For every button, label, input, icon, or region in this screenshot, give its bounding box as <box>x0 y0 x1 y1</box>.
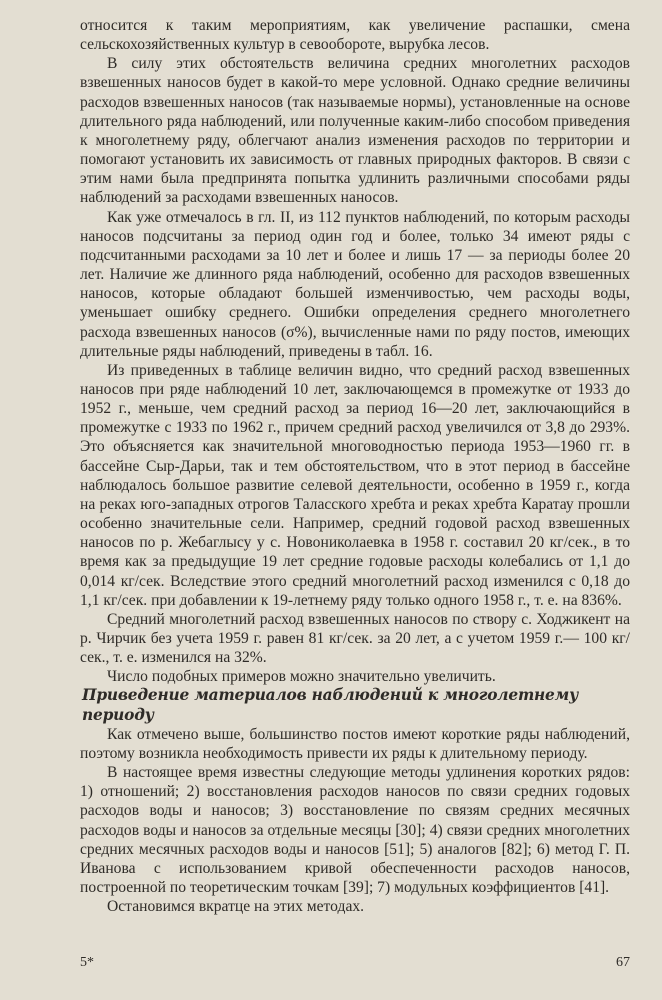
page-number: 67 <box>616 955 630 970</box>
signature-mark: 5* <box>80 955 94 970</box>
paragraph: относится к таким мероприятиям, как увеличение распашки, смена сельскохозяйственных культур в севообороте, вырубка лесов. <box>80 17 630 54</box>
paragraph: Число подобных примеров можно значительно увеличить. <box>107 668 496 686</box>
paragraph: Как отмечено выше, большинство постов имеют короткие ряды наблюдений, поэтому возникла необходимость привести их ряды к длительному периоду. <box>80 725 630 762</box>
section-heading: Приведение материалов наблюдений к многолетнему периоду <box>82 686 579 724</box>
paragraph: Как уже отмечалось в гл. II, из 112 пунктов наблюдений, по которым расходы наносов подсчитаны за период один год и более, только 34 имеют ряды с подсчитанными расходами за 10 лет и более и лишь 17 — за периоды более 20 лет. Наличие же длинного ряда наблюдений, особенно для расходов взвешенных наносов, которые обладают большей изменчивостью, чем расходы воды, уменьшает ошибку среднего. Ошибки определения среднего многолетнего расхода взвешенных наносов (σ%), вычисленные нами по ряду постов, имеющих длительные ряды наблюдений, приведены в табл. 16. <box>80 208 630 360</box>
page-footer <box>80 955 630 971</box>
paragraph: Из приведенных в таблице величин видно, что средний расход взвешенных наносов при ряде наблюдений 10 лет, заключающемся в промежутке от 1933 до 1952 г., меньше, чем средний расход за период 16—20 лет, заключающийся в промежутке с 1933 по 1962 г., причем средний расход увеличился от 3,8 до 293%. Это объясняется как значительной многоводностью периода 1953—1960 гг. в бассейне Сыр-Дарьи, так и тем обстоятельством, что в этот период в бассейне наблюдалось большое развитие селевой деятельности, особенно в 1959 г., когда на реках юго-западных отрогов Таласского хребта и реках хребта Каратау прошли особенно значительные сели. Например, средний годовой расход взвешенных наносов по р. Жебаглысу у с. Новониколаевка в 1958 г. составил 20 кг/сек., в то время как за предыдущие 19 лет средние годовые расходы колебались от 1,1 до 0,014 кг/сек. Вследствие этого средний многолетний расход изменился с 0,18 до 1,1 кг/сек. при добавлении к 19-летнему ряду только одного 1958 г., т. е. на 836%. <box>80 361 630 609</box>
paragraph: Средний многолетний расход взвешенных наносов по створу с. Ходжикент на р. Чирчик без учета 1959 г. равен 81 кг/сек. за 20 лет, а с учетом 1959 г.— 100 кг/сек., т. е. изменился на 32%. <box>80 610 630 667</box>
paragraph: В настоящее время известны следующие методы удлинения коротких рядов: 1) отношений; 2) восстановления расходов наносов по связи средних годовых расходов воды и наносов; 3) восстановление по связям средних месячных расходов воды и наносов за отдельные месяцы [30]; 4) связи средних многолетних средних месячных расходов воды и наносов [51]; 5) аналогов [82]; 6) метод Г. П. Иванова с использованием кривой обеспеченности расходов наносов, построенной по теоретическим точкам [39]; 7) модульных коэффициентов [41]. <box>80 764 630 897</box>
paragraph: Остановимся вкратце на этих методах. <box>107 898 365 916</box>
paragraph: В силу этих обстоятельств величина средних многолетних расходов взвешенных наносов будет в какой-то мере условной. Однако средние величины расходов взвешенных наносов (так называемые нормы), установленные на основе длительного ряда наблюдений, или полученные каким-либо способом приведения к многолетнему ряду, облегчают анализ изменения расходов по территории и помогают установить их зависимость от главных природных факторов. В связи с этим нами была предпринята попытка удлинить различными способами ряды наблюдений за расходами взвешенных наносов. <box>80 55 630 207</box>
page-body <box>80 16 630 916</box>
